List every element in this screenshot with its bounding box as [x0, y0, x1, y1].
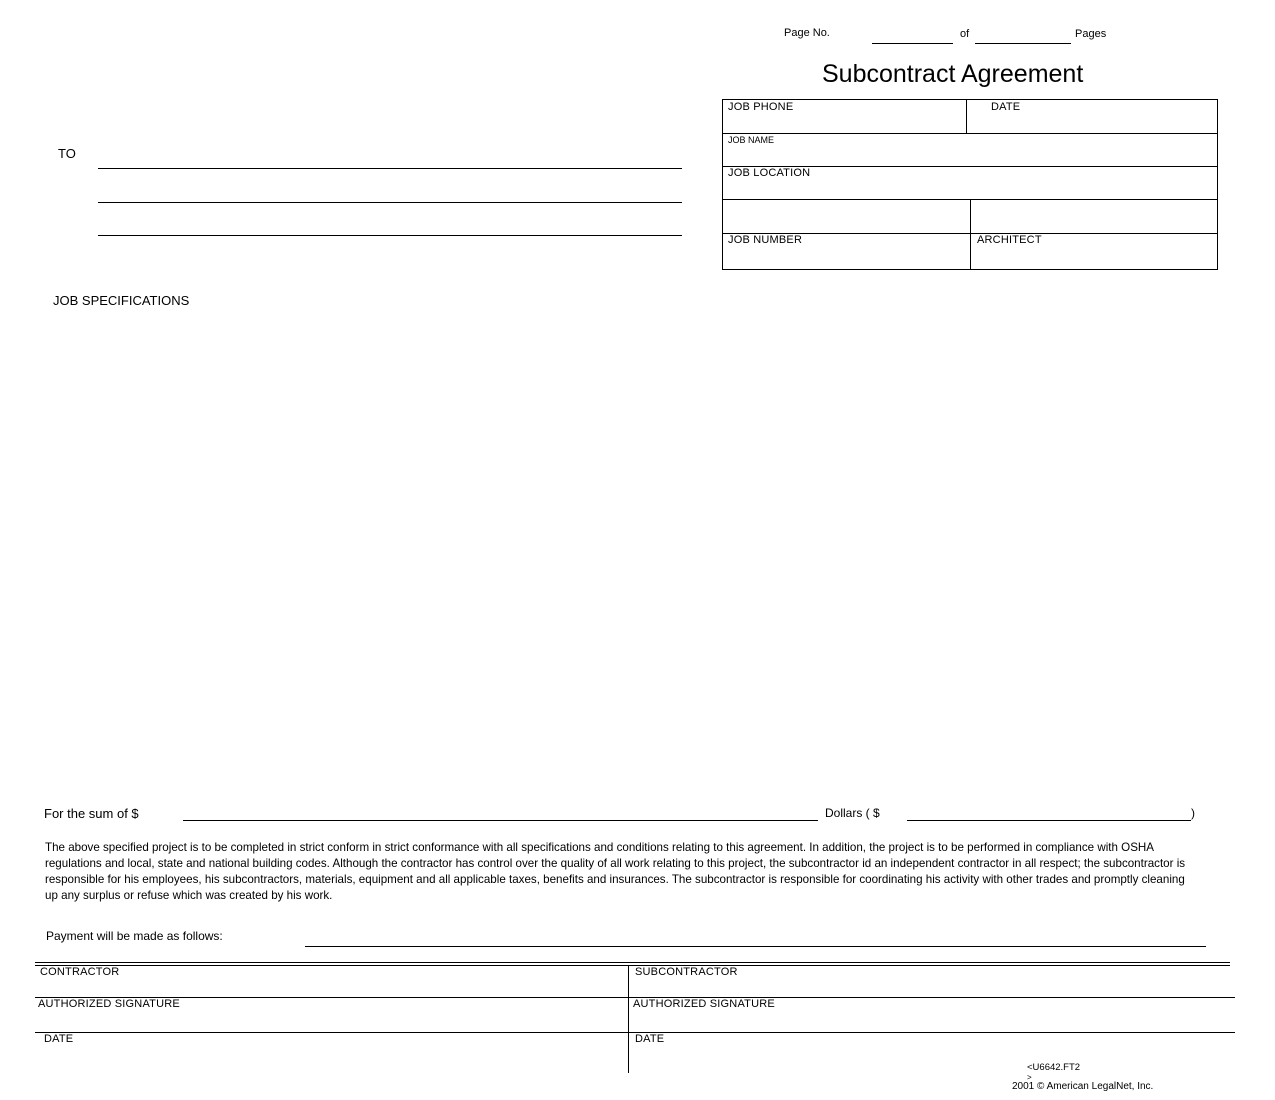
page-number-field[interactable]	[872, 25, 953, 44]
pages-label: Pages	[1075, 28, 1107, 40]
page-number-row	[0, 0, 1275, 50]
contractor-label: CONTRACTOR	[40, 966, 120, 978]
contractor-date-field[interactable]	[40, 1047, 624, 1067]
divider	[966, 100, 967, 133]
to-label: TO	[58, 146, 76, 161]
payment-label: Payment will be made as follows:	[46, 929, 223, 943]
page-no-label: Page No.	[784, 27, 830, 39]
subcontractor-field[interactable]	[635, 979, 1229, 997]
total-pages-field[interactable]	[975, 25, 1071, 44]
signature-divider-top	[35, 962, 1230, 963]
divider	[723, 133, 1217, 134]
contractor-authorized-signature-label: AUTHORIZED SIGNATURE	[38, 998, 180, 1010]
to-line-1[interactable]	[98, 150, 682, 169]
job-number-field[interactable]	[727, 204, 969, 228]
close-paren: )	[1191, 806, 1195, 820]
of-label: of	[960, 28, 970, 40]
for-sum-label: For the sum of $	[44, 806, 139, 821]
terms-paragraph: The above specified project is to be completed in strict conform in strict conformance with all specifications and conditions relating to this agreement. In addition, the project is to be performed in compliance with OSHA regulations and local, state and national building codes. Although the contractor has control over the quality of all work relating to this project, the subcontractor id an independent contractor in all respect; the subcontractor is responsible for his employees, his subcontractors, materials, equipment and all applicable taxes, benefits and insurances. The subcontractor is responsible for coordinating his activity with other trades and promptly cleaning up any surplus or refuse which was created by his work.	[45, 841, 1186, 902]
job-name-field[interactable]	[727, 147, 1217, 165]
copyright: 2001 © American LegalNet, Inc.	[1012, 1081, 1154, 1092]
job-location-label: JOB LOCATION	[728, 167, 811, 179]
architect-field[interactable]	[975, 204, 1217, 228]
job-location-field[interactable]	[727, 180, 1217, 198]
job-phone-field[interactable]	[727, 114, 965, 132]
subcontractor-date-field[interactable]	[635, 1047, 999, 1067]
subcontractor-date-label: DATE	[635, 1033, 665, 1045]
contractor-field[interactable]	[40, 979, 624, 997]
form-code-cont: >	[1027, 1073, 1032, 1082]
subcontractor-authorized-signature-label: AUTHORIZED SIGNATURE	[633, 998, 775, 1010]
job-number-label: JOB NUMBER	[728, 234, 803, 246]
date-field[interactable]	[973, 114, 1215, 132]
page-title: Subcontract Agreement	[822, 60, 1084, 88]
dollars-label: Dollars ( $	[825, 806, 880, 820]
sum-words-field[interactable]	[183, 802, 818, 821]
divider	[970, 199, 971, 269]
to-line-2[interactable]	[98, 184, 682, 203]
signature-center-divider	[628, 965, 629, 1073]
job-name-label: JOB NAME	[728, 135, 775, 145]
sum-amount-field[interactable]	[907, 802, 1191, 821]
contractor-signature-field[interactable]	[40, 1012, 624, 1032]
job-info-box	[722, 99, 1218, 270]
contractor-date-label: DATE	[44, 1033, 74, 1045]
payment-terms-field[interactable]	[305, 928, 1206, 947]
architect-label: ARCHITECT	[977, 234, 1042, 246]
to-line-3[interactable]	[98, 217, 682, 236]
job-specifications-label: JOB SPECIFICATIONS	[53, 293, 190, 308]
signature-divider-top-2	[35, 965, 1230, 966]
job-specifications-area[interactable]	[45, 318, 1224, 792]
form-code: <U6642.FT2	[1027, 1062, 1081, 1073]
date-label: DATE	[991, 101, 1021, 113]
subcontractor-signature-field[interactable]	[635, 1012, 1229, 1032]
subcontractor-label: SUBCONTRACTOR	[635, 966, 738, 978]
job-phone-label: JOB PHONE	[728, 101, 794, 113]
